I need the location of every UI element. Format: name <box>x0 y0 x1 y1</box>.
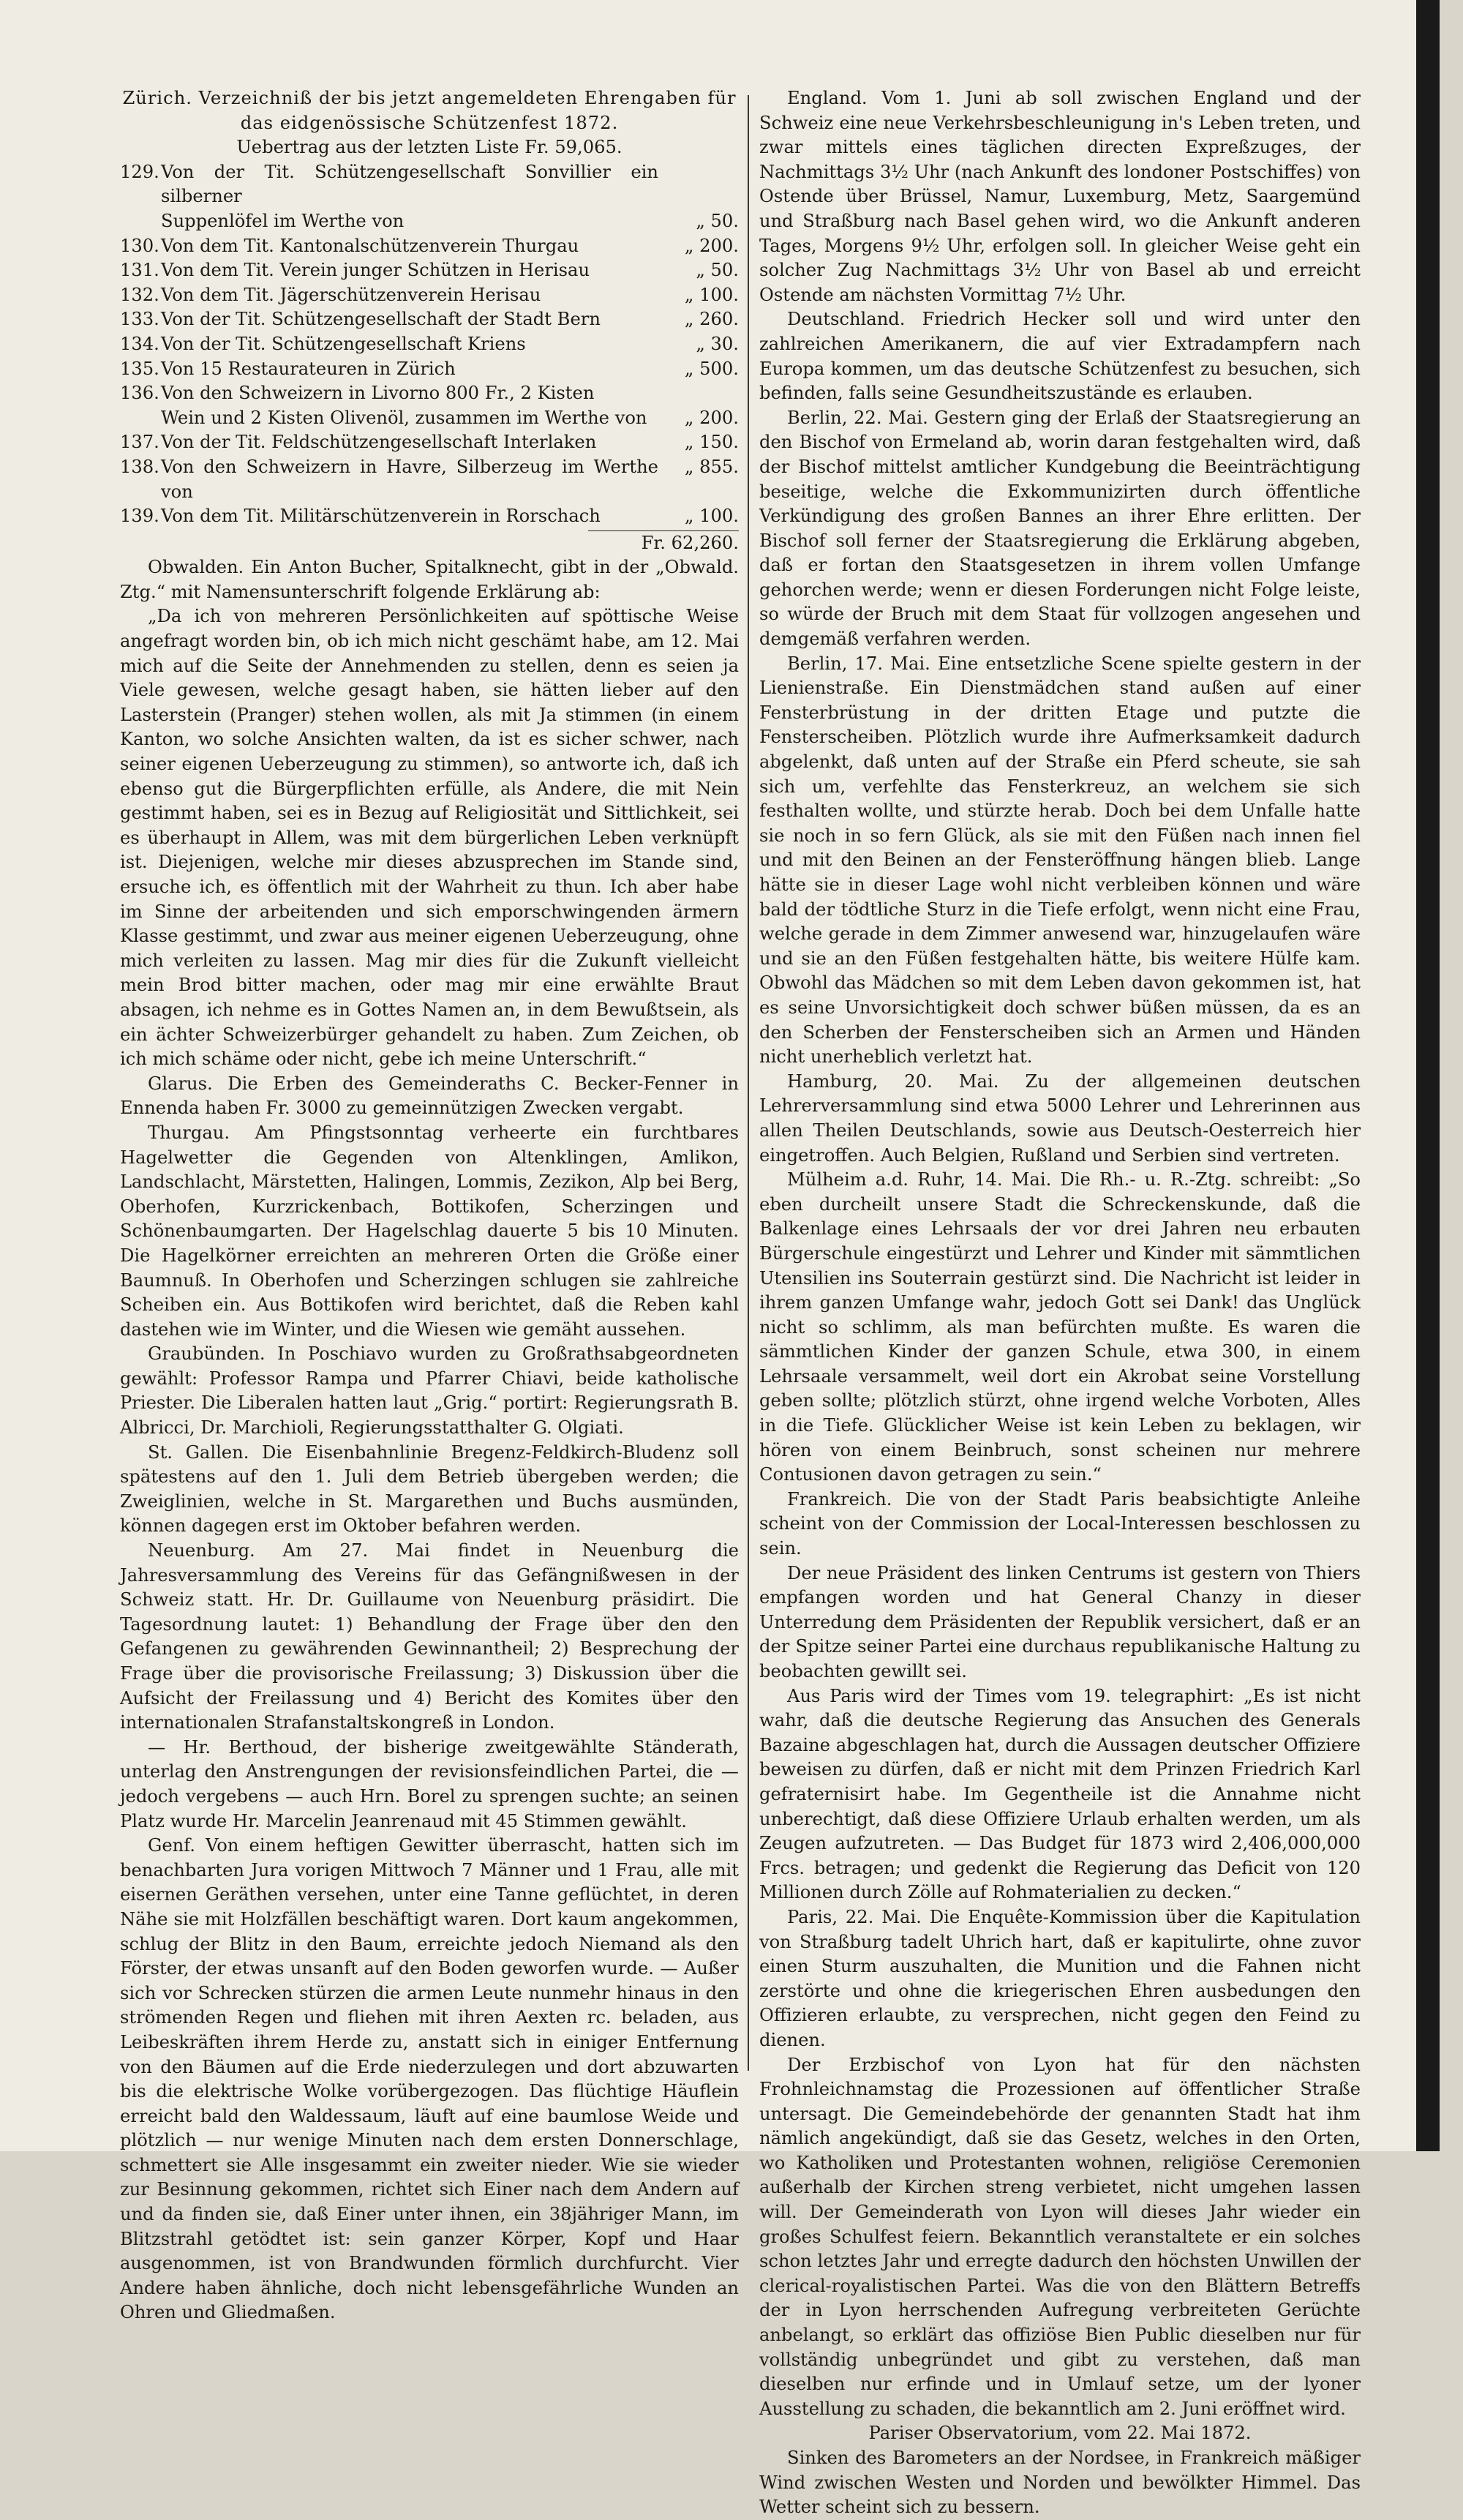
uebertrag-line: Uebertrag aus der letzten Liste Fr. 59,065. <box>236 137 623 158</box>
article-paris-22-mai: Paris, 22. Mai. Die Enquête-Kommission über die Kapitulation von Straßburg tadelt Uhrich hart, daß er kapitulirte, ohne zuvor einen Sturm auszuhalten, die Munition und die Fahnen nicht zerstörte und ohne die kriegerischen Ehren ausbedungen den Offizieren erlaubte, zu versprechen, nicht gegen den Feind zu dienen. <box>759 1906 1361 2050</box>
article-hamburg: Hamburg, 20. Mai. Zu der allgemeinen deutschen Lehrerversammlung sind etwa 5000 Lehrer und Lehrerinnen aus allen Theilen Deutschlands, sowie aus Deutsch-Oesterreich hier eingetroffen. Auch Belgien, Rußland und Serbien sind vertreten. <box>759 1070 1361 1166</box>
list-item <box>120 357 739 382</box>
list-item-amount: „ 855. <box>684 456 739 477</box>
article-glarus: Glarus. Die Erben des Gemeinderaths C. Becker-Fenner in Ennenda haben Fr. 3000 zu gemeinnützigen Zwecken vergabt. <box>120 1073 739 1119</box>
article-thurgau: Thurgau. Am Pfingstsonntag verheerte ein furchtbares Hagelwetter die Gegenden von Altenklingen, Amlikon, Landschlacht, Märstetten, Halingen, Lommis, Zezikon, Alp bei Berg, Oberhofen, Kurzrickenbach, Bottikofen, Scherzingen und Schönenbaumgarten. Der Hagelschlag dauerte 5 bis 10 Minuten. Die Hagelkörner erreichten an mehreren Orten die Größe einer Baumnuß. In Oberhofen und Scherzingen schlugen sie zahlreiche Scheiben ein. Aus Bottikofen wird berichtet, daß die Reben kahl dastehen wie im Winter, und die Wiesen wie gemäht aussehen. <box>120 1122 739 1340</box>
list-item-amount: „ 500. <box>684 358 739 379</box>
article-stgallen: St. Gallen. Die Eisenbahnlinie Bregenz-Feldkirch-Bludenz soll spätestens auf den 1. Juli dem Betrieb übergeben werden; die Zweiglinien, welche in St. Margarethen und Buchs ausmünden, können dagegen erst im Oktober befahren werden. <box>120 1441 739 1537</box>
list-item-number: 137. <box>120 432 159 453</box>
list-item-amount: „ 50. <box>696 260 739 281</box>
scan-edge <box>1416 0 1440 2151</box>
list-item <box>120 455 739 504</box>
list-item-number: 133. <box>120 309 159 330</box>
article-deutschland: Deutschland. Friedrich Hecker soll und wird unter den zahlreichen Amerikanern, die auf vier Extradampfern nach Europa kommen, um das deutsche Schützenfest zu besuchen, sich befinden, falls seine Gesundheitszustände es erlauben. <box>759 309 1361 404</box>
list-item-text: Von dem Tit. Verein junger Schützen in Herisau <box>161 260 590 281</box>
list-item-amount: „ 100. <box>684 506 739 527</box>
list-item-text: Von der Tit. Schützengesellschaft der Stadt Bern <box>161 309 601 330</box>
article-lyon: Der Erzbischof von Lyon hat für den nächsten Frohnleichnamstag die Prozessionen auf öffentlicher Straße untersagt. Die Gemeindebehörde der genannten Stadt hat ihm nämlich angekündigt, daß sie das Gesetz, welches in den Orten, wo Katholiken und Protestanten wohnen, religiöse Ceremonien außerhalb der Kirchen streng verbietet, nicht umgehen lassen will. Der Gemeinderath von Lyon will dieses Jahr wieder ein großes Schulfest feiern. Bekanntlich veranstaltete er ein solches schon letztes Jahr und erregte dadurch den höchsten Unwillen der clerical-royalistischen Partei. Was die von den Blättern Betreffs der in Lyon herrschenden Aufregung verbreiteten Gerüchte anbelangt, so erklärt das offiziöse Bien Public dieselben nur für vollständig unbegründet und gibt zu verstehen, daß man dieselben nur erfinde und in Umlauf setze, um der lyoner Ausstellung zu schaden, die bekanntlich am 2. Juni eröffnet wird. <box>759 2054 1361 2419</box>
article-graubuenden: Graubünden. In Poschiavo wurden zu Großrathsabgeordneten gewählt: Professor Rampa und Pfarrer Chiavi, beide katholische Priester. Die Liberalen hatten laut „Grig.“ portirt: Regierungsrath B. Albricci, Dr. Marchioli, Regierungsstatthalter G. Olgiati. <box>120 1343 739 1439</box>
list-item-text: Von dem Tit. Kantonalschützenverein Thurgau <box>161 235 579 256</box>
article-wetter: Sinken des Barometers an der Nordsee, in Frankreich mäßiger Wind zwischen Westen und Norden und bewölkter Himmel. Das Wetter scheint sich zu bessern. <box>759 2448 1361 2518</box>
article-genf: Genf. Von einem heftigen Gewitter überrascht, hatten sich im benachbarten Jura vorigen Mittwoch 7 Männer und 1 Frau, alle mit eisernen Geräthen versehen, unter eine Tanne geflüchtet, in deren Nähe sie mit Holzfällen beschäftigt waren. Dort kaum angekommen, schlug der Blitz in den Baum, erreichte jedoch Niemand als den Förster, der etwas unsanft auf den Boden geworfen wurde. — Außer sich vor Schrecken stürzen die armen Leute nunmehr hinaus in den strömenden Regen und fliehen mit ihren Aexten rc. beladen, aus Leibeskräften ihrem Herde zu, anstatt sich in einiger Entfernung von den Bäumen auf die Erde niederzulegen und dort abzuwarten bis die elektrische Wolke vorübergezogen. Das flüchtige Häuflein erreicht bald den Waldessaum, läuft auf eine baumlose Weide und plötzlich — nur wenige Minuten nach dem ersten Donnerschlage, schmettert sie Alle insgesammt ein zweiter nieder. Wie sie wieder zur Besinnung gekommen, richtet sich Einer nach dem Andern auf und da finden sie, daß Einer unter ihnen, ein 38jähriger Mann, im Blitzstrahl getödtet ist: sein ganzer Körper, Kopf und Haar ausgenommen, ist von Brandwunden förmlich durchfurcht. Vier Andere haben ähnliche, doch nicht lebensgefährliche Wunden an Ohren und Gliedmaßen. <box>120 1835 739 2323</box>
article-england: England. Vom 1. Juni ab soll zwischen England und der Schweiz eine neue Verkehrsbeschleunigung in's Leben treten, und zwar mittels eines täglichen directen Expreßzuges, der Nachmittags 3½ Uhr (nach Ankunft des londoner Postschiffes) von Ostende über Brüssel, Namur, Luxemburg, Metz, Saargemünd und Straßburg nach Basel gehen wird, wo die Ankunft anderen Tages, Morgens 9½ Uhr, erfolgen soll. In gleicher Weise geht ein solcher Zug Nachmittags 3½ Uhr von Basel ab und erreicht Ostende am nächsten Vormittag 7½ Uhr. <box>759 88 1361 305</box>
list-item <box>120 209 739 234</box>
list-item-text: Von der Tit. Schützengesellschaft Kriens <box>161 333 526 354</box>
article-berlin-17-mai: Berlin, 17. Mai. Eine entsetzliche Scene spielte gestern in der Lienienstraße. Ein Dienstmädchen stand außen auf einer Fensterbrüstung in der dritten Etage und putzte die Fensterscheiben. Plötzlich wurde ihre Aufmerksamkeit dadurch abgelenkt, daß unten auf der Straße ein Pferd scheute, sie sah sich um, verfehlte das Fensterkreuz, an welchem sie sich festhalten wollte, und stürzte herab. Doch bei dem Unfalle hatte sie noch in so fern Glück, als sie mit den Füßen nach innen fiel und mit den Beinen an der Fensteröffnung hängen blieb. Lange hätte sie in dieser Lage wohl nicht verbleiben können und wäre bald der tödtliche Sturz in die Tiefe erfolgt, wenn nicht eine Frau, welche gerade in dem Zimmer anwesend war, hinzugelaufen wäre und sie an den Füßen festgehalten hätte, bis weitere Hülfe kam. Obwohl das Mädchen so mit dem Leben davon gekommen ist, hat es seine Unvorsichtigkeit doch schwer büßen müssen, da es an den Scherben der Fensterscheiben sich an Armen und Händen nicht unerheblich verletzt hat. <box>759 653 1361 1068</box>
list-item-number: 136. <box>120 383 159 404</box>
list-item <box>120 160 739 209</box>
list-total: Fr. 62,260. <box>588 530 739 556</box>
list-item-text: Wein und 2 Kisten Olivenöl, zusammen im Werthe von <box>161 407 647 428</box>
list-item-text: Von den Schweizern in Havre, Silberzeug im Werthe von <box>161 456 658 502</box>
observatorium-heading: Pariser Observatorium, vom 22. Mai 1872. <box>868 2423 1252 2444</box>
list-item-amount: „ 50. <box>696 210 739 231</box>
article-obwalden-quote: „Da ich von mehreren Persönlichkeiten auf spöttische Weise angefragt worden bin, ob ich mich nicht geschämt habe, am 12. Mai mich auf die Seite der Annehmenden zu stellen, denn es seien ja Viele gewesen, welche gesagt haben, sie hätten lieber auf den Lasterstein (Pranger) stehen wollen, als mit Ja stimmen (in einem Kanton, wo solche Ansichten walten, da ist es sicher schwer, nach seiner eigenen Ueberzeugung zu stimmen), so antworte ich, daß ich ebenso gut die Bürgerpflichten erfülle, als Andere, die mit Nein gestimmt haben, sei es in Bezug auf Religiosität und Sittlichkeit, sei es überhaupt in Allem, was mit dem bürgerlichen Leben verknüpft ist. Diejenigen, welche mir dieses abzusprechen im Stande sind, ersuche ich, es öffentlich mit der Wahrheit zu thun. Ich aber habe im Sinne der arbeitenden und sich emporschwingenden ärmern Klasse gestimmt, und zwar aus meiner eigenen Ueberzeugung, ohne mich verleiten zu lassen. Mag mir dies für die Zukunft vielleicht mein Brod bitter machen, oder mag mir eine erwählte Braut absagen, ich nehme es in Gottes Namen an, in dem Bewußtsein, als ein ächter Schweizerbürger gehandelt zu haben. Zum Zeichen, ob ich mich schäme oder nicht, gebe ich meine Unterschrift.“ <box>120 606 739 1070</box>
list-item <box>120 430 739 455</box>
list-item-amount: „ 260. <box>684 309 739 330</box>
right-column <box>759 86 1361 2520</box>
list-item-number: 130. <box>120 235 159 256</box>
article-paris-times: Aus Paris wird der Times vom 19. telegraphirt: „Es ist nicht wahr, daß die deutsche Regierung das Ansuchen des Generals Bazaine abgeschlagen hat, durch die Aussagen deutscher Offiziere beweisen zu dürfen, daß er nicht mit dem Prinzen Friedrich Karl gefraternisirt habe. Im Gegentheile ist die Annahme nicht unberechtigt, daß diese Offiziere Urlaub erhalten werden, um als Zeugen aufzutreten. — Das Budget für 1873 wird 2,406,000,000 Frcs. betragen; und gedenkt die Regierung das Deficit von 120 Millionen durch Zölle auf Rohmaterialien zu decken.“ <box>759 1685 1361 1903</box>
list-item <box>120 504 739 529</box>
list-item-amount: „ 30. <box>696 333 739 354</box>
list-item-text: Von den Schweizern in Livorno 800 Fr., 2 Kisten <box>161 383 595 404</box>
list-item <box>120 234 739 259</box>
article-berlin-22-mai: Berlin, 22. Mai. Gestern ging der Erlaß der Staatsregierung an den Bischof von Ermeland ab, worin daran festgehalten wird, daß der Bischof mittelst amtlicher Kundgebung die Beeinträchtigung beseitige, welche die Exkommunizirten durch öffentliche Verkündigung des großen Bannes an ihrer Ehre erlitten. Der Bischof soll ferner der Staatsregierung die Erklärung abgeben, daß er fortan den Staatsgesetzen in ihrem vollen Umfange gehorchen werde; wenn er diesen Forderungen nicht Folge leiste, so würde der Bruch mit dem Staat für vollzogen angesehen und demgemäß verfahren werden. <box>759 407 1361 650</box>
list-item <box>120 332 739 357</box>
list-item-text: Von der Tit. Schützengesellschaft Sonvillier ein silberner <box>161 161 658 207</box>
list-item-number: 139. <box>120 506 159 527</box>
list-item-number: 132. <box>120 284 159 305</box>
article-frankreich: Frankreich. Die von der Stadt Paris beabsichtigte Anleihe scheint von der Commission der Local-Interessen beschlossen zu sein. <box>759 1488 1361 1559</box>
zurich-heading: Zürich. Verzeichniß der bis jetzt angemeldeten Ehrengaben für das eidgenössische Schützenfest 1872. <box>122 88 737 133</box>
list-item-number: 129. <box>120 161 159 182</box>
list-item-amount: „ 200. <box>684 407 739 428</box>
article-berthoud: — Hr. Berthoud, der bisherige zweitgewählte Ständerath, unterlag den Anstrengungen der revisionsfeindlichen Partei, die — jedoch vergebens — auch Hrn. Borel zu sprengen suchte; an seinen Platz wurde Hr. Marcelin Jeanrenaud mit 45 Stimmen gewählt. <box>120 1736 739 1831</box>
list-item-amount: „ 200. <box>684 235 739 256</box>
list-item-text: Von dem Tit. Jägerschützenverein Herisau <box>161 284 541 305</box>
list-item-text: Von 15 Restaurateuren in Zürich <box>161 358 456 379</box>
list-item <box>120 381 739 406</box>
list-item-text: Suppenlöfel im Werthe von <box>161 210 405 231</box>
left-column <box>120 86 739 2325</box>
list-item-amount: „ 150. <box>684 432 739 453</box>
article-obwalden: Obwalden. Ein Anton Bucher, Spitalknecht, gibt in der „Obwald. Ztg.“ mit Namensunterschrift folgende Erklärung ab: <box>120 557 739 602</box>
list-item-number: 138. <box>120 456 159 477</box>
list-item <box>120 406 739 431</box>
list-item <box>120 283 739 308</box>
article-muelheim: Mülheim a.d. Ruhr, 14. Mai. Die Rh.- u. R.-Ztg. schreibt: „So eben durcheilt unsere Stadt die Schreckenskunde, daß die Balkenlage eines Lehrsaals der vor drei Jahren neu erbauten Bürgerschule eingestürzt und Lehrer und Kinder mit sämmtlichen Utensilien ins Souterrain gestürzt sind. Die Nachricht ist leider in ihrem ganzen Umfange wahr, jedoch Gott sei Dank! das Unglück nicht so schlimm, als man befürchten mußte. Es waren die sämmtlichen Kinder der ganzen Schule, etwa 300, in einem Lehrsaale versammelt, weil dort ein Akrobat seine Vorstellung geben sollte; plötzlich stürzt, ohne irgend welche Vorboten, Alles in die Tiefe. Glücklicher Weise ist kein Leben zu beklagen, wir hören von einem Beinbruch, sonst scheinen nur mehrere Contusionen davon getragen zu sein.“ <box>759 1169 1361 1485</box>
list-item-text: Von der Tit. Feldschützengesellschaft Interlaken <box>161 432 597 453</box>
column-divider <box>748 95 749 2071</box>
list-item-number: 131. <box>120 260 159 281</box>
list-item-number: 134. <box>120 333 159 354</box>
ehrengaben-list <box>120 160 739 529</box>
list-item <box>120 307 739 332</box>
article-neuenburg: Neuenburg. Am 27. Mai findet in Neuenburg die Jahresversammlung des Vereins für das Gefängnißwesen in der Schweiz statt. Hr. Dr. Guillaume von Neuenburg präsidirt. Die Tagesordnung lautet: 1) Behandlung der Frage über den den Gefangenen zu gewährenden Gewinnantheil; 2) Besprechung der Frage über die provisorische Freilassung; 3) Diskussion über die Aufsicht der Freilassung und 4) Bericht des Komites über den internationalen Strafanstaltskongreß in London. <box>120 1540 739 1733</box>
list-item <box>120 258 739 283</box>
article-praesident: Der neue Präsident des linken Centrums ist gestern von Thiers empfangen worden und hat General Chanzy in dieser Unterredung dem Präsidenten der Republik versichert, daß er an der Spitze seiner Partei eine durchaus republikanische Haltung zu beobachten gewillt sei. <box>759 1562 1361 1681</box>
list-item-amount: „ 100. <box>684 284 739 305</box>
list-item-number: 135. <box>120 358 159 379</box>
list-item-text: Von dem Tit. Militärschützenverein in Rorschach <box>161 506 601 527</box>
